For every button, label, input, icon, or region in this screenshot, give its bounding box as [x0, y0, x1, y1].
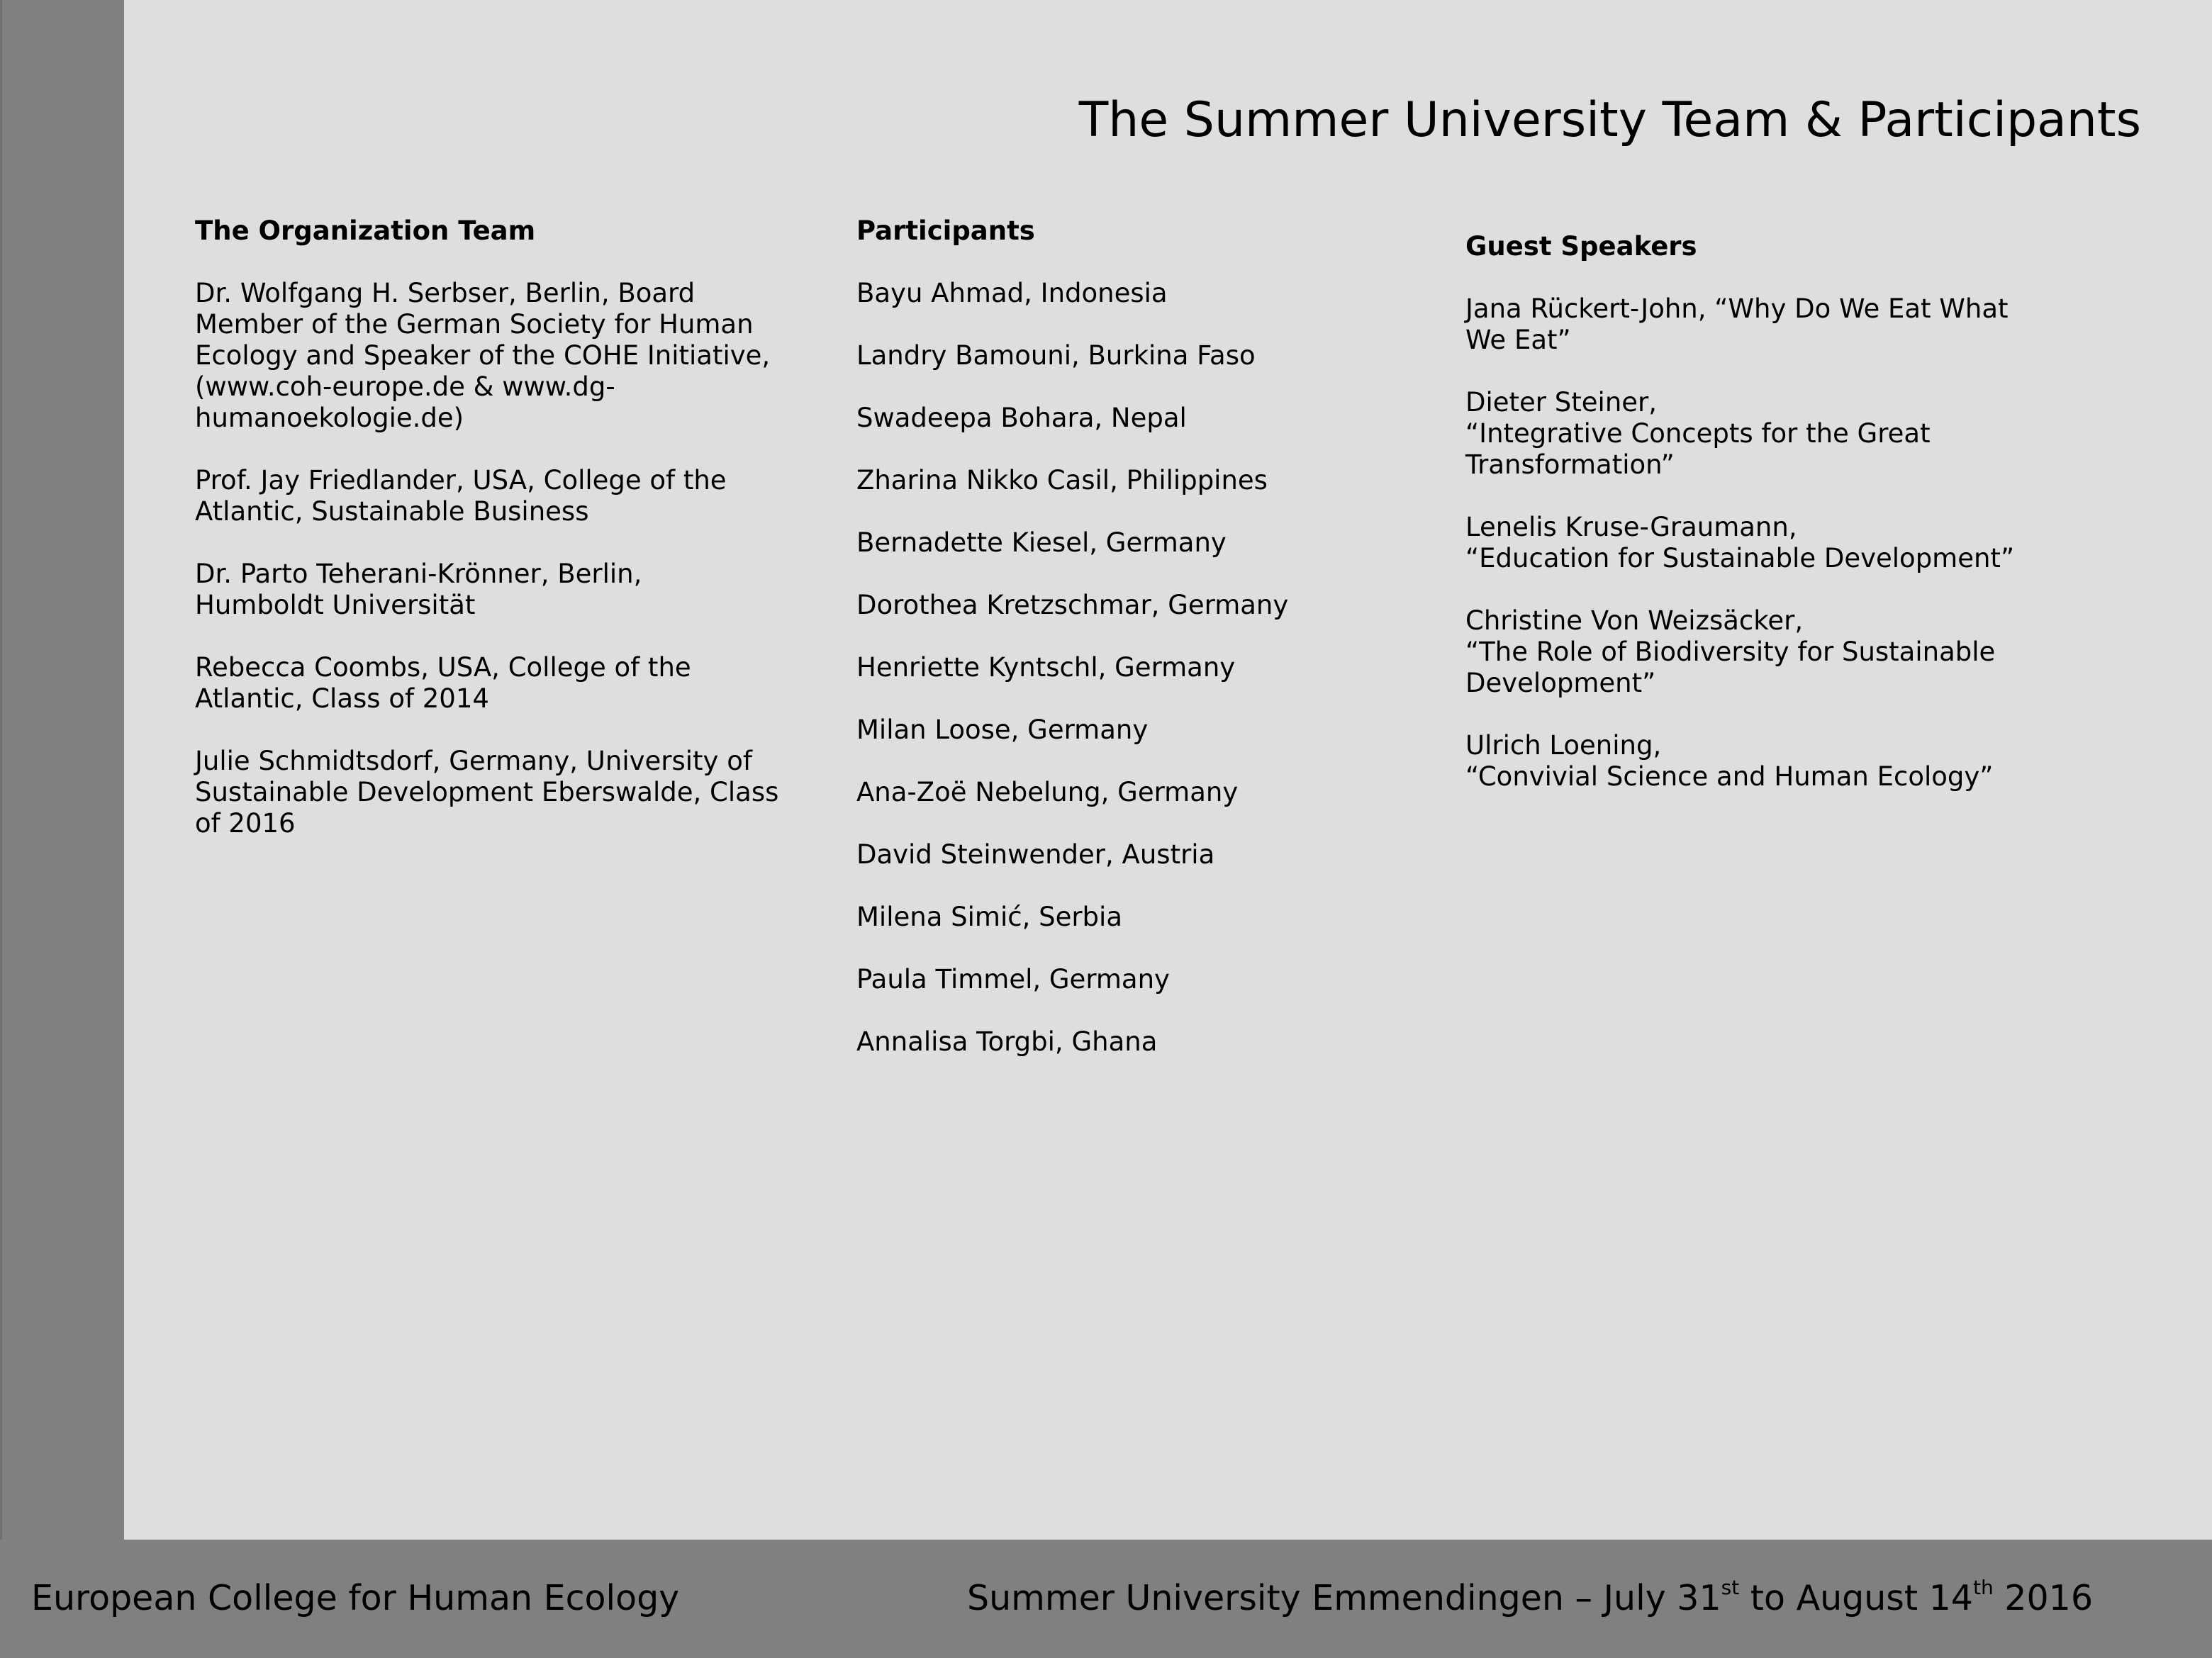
participant-item: Zharina Nikko Casil, Philippines — [856, 465, 1268, 495]
guest-speaker-line: Lenelis Kruse-Graumann, — [1465, 512, 1797, 542]
participant-item: Bayu Ahmad, Indonesia — [856, 278, 1168, 308]
guest-speaker — [1465, 730, 2075, 792]
organization-member-line: of 2016 — [195, 808, 296, 839]
organization-member-line: Atlantic, Class of 2014 — [195, 683, 489, 714]
guest-speakers-list — [1465, 293, 2075, 792]
organization-member — [195, 559, 805, 621]
participant-item: Swadeepa Bohara, Nepal — [856, 403, 1187, 433]
organization-member-line: Atlantic, Sustainable Business — [195, 496, 589, 527]
organization-member-line: Member of the German Society for Human — [195, 309, 754, 340]
guest-speaker-line: “Education for Sustainable Development” — [1465, 543, 2015, 573]
footer-dates-suffix: 2016 — [1993, 1578, 2093, 1618]
organization-team-list — [195, 278, 805, 839]
footer-dates-sup-th: th — [1972, 1576, 1994, 1599]
guest-speakers-column — [1465, 231, 2075, 824]
guest-speaker-line: Development” — [1465, 668, 1656, 698]
participant-item: Henriette Kyntschl, Germany — [856, 652, 1236, 683]
organization-member — [195, 746, 805, 839]
guest-speaker-line: We Eat” — [1465, 325, 1571, 355]
participants-list — [856, 278, 1438, 1058]
guest-speaker-line: Transformation” — [1465, 449, 1675, 480]
guest-speaker — [1465, 387, 2075, 481]
participant-item: Landry Bamouni, Burkina Faso — [856, 340, 1256, 371]
organization-member-line: Dr. Wolfgang H. Serbser, Berlin, Board — [195, 278, 696, 308]
organization-member-line: (www.coh-europe.de & www.dg- — [195, 371, 615, 402]
organization-member-line: Humboldt Universität — [195, 590, 476, 620]
participant-item: Annalisa Torgbi, Ghana — [856, 1026, 1158, 1057]
organization-member-line: Dr. Parto Teherani-Krönner, Berlin, — [195, 559, 642, 589]
guest-speaker — [1465, 512, 2075, 574]
participant-item: Ana-Zoë Nebelung, Germany — [856, 777, 1239, 807]
organization-member-line: Prof. Jay Friedlander, USA, College of the — [195, 465, 727, 495]
guest-speaker-line: “The Role of Biodiversity for Sustainable — [1465, 637, 1996, 667]
participant-item: Dorothea Kretzschmar, Germany — [856, 590, 1289, 620]
footer-event-dates — [967, 1576, 2093, 1618]
organization-member-line: humanoekologie.de) — [195, 403, 464, 433]
footer-dates-sup-st: st — [1721, 1576, 1740, 1599]
left-sidebar-bar — [0, 0, 124, 1540]
organization-member-line: Julie Schmidtsdorf, Germany, University of — [195, 746, 752, 776]
guest-speaker — [1465, 605, 2075, 699]
organization-member-line: Rebecca Coombs, USA, College of the — [195, 652, 691, 683]
guest-speaker-line: “Convivial Science and Human Ecology” — [1465, 761, 1994, 792]
guest-speaker-line: “Integrative Concepts for the Great — [1465, 418, 1931, 449]
footer-dates-middle: to August 14 — [1739, 1578, 1973, 1618]
slide-title: The Summer University Team & Participants — [1078, 92, 2141, 148]
guest-speaker-line: Ulrich Loening, — [1465, 730, 1662, 761]
participant-item: Bernadette Kiesel, Germany — [856, 527, 1227, 558]
guest-speaker-line: Jana Rückert-John, “Why Do We Eat What — [1465, 293, 2009, 324]
participant-item: David Steinwender, Austria — [856, 839, 1215, 870]
footer-bar — [0, 1540, 2212, 1658]
footer-dates-prefix: Summer University Emmendingen – July 31 — [967, 1578, 1721, 1618]
organization-member-line: Ecology and Speaker of the COHE Initiative, — [195, 340, 771, 371]
participant-item: Milan Loose, Germany — [856, 715, 1149, 745]
guest-speaker-line: Christine Von Weizsäcker, — [1465, 605, 1804, 636]
participant-item: Milena Simić, Serbia — [856, 902, 1122, 932]
participants-heading: Participants — [856, 215, 1035, 246]
organization-member — [195, 278, 805, 434]
organization-member-line: Sustainable Development Eberswalde, Class — [195, 777, 779, 807]
participant-item: Paula Timmel, Germany — [856, 964, 1170, 995]
organization-team-column — [195, 215, 805, 870]
participants-column — [856, 215, 1438, 1089]
guest-speaker-line: Dieter Steiner, — [1465, 387, 1658, 418]
organization-team-heading: The Organization Team — [195, 215, 536, 246]
guest-speakers-heading: Guest Speakers — [1465, 231, 1697, 262]
guest-speaker — [1465, 293, 2075, 356]
footer-college-name: European College for Human Ecology — [31, 1578, 680, 1618]
organization-member — [195, 652, 805, 715]
organization-member — [195, 465, 805, 527]
